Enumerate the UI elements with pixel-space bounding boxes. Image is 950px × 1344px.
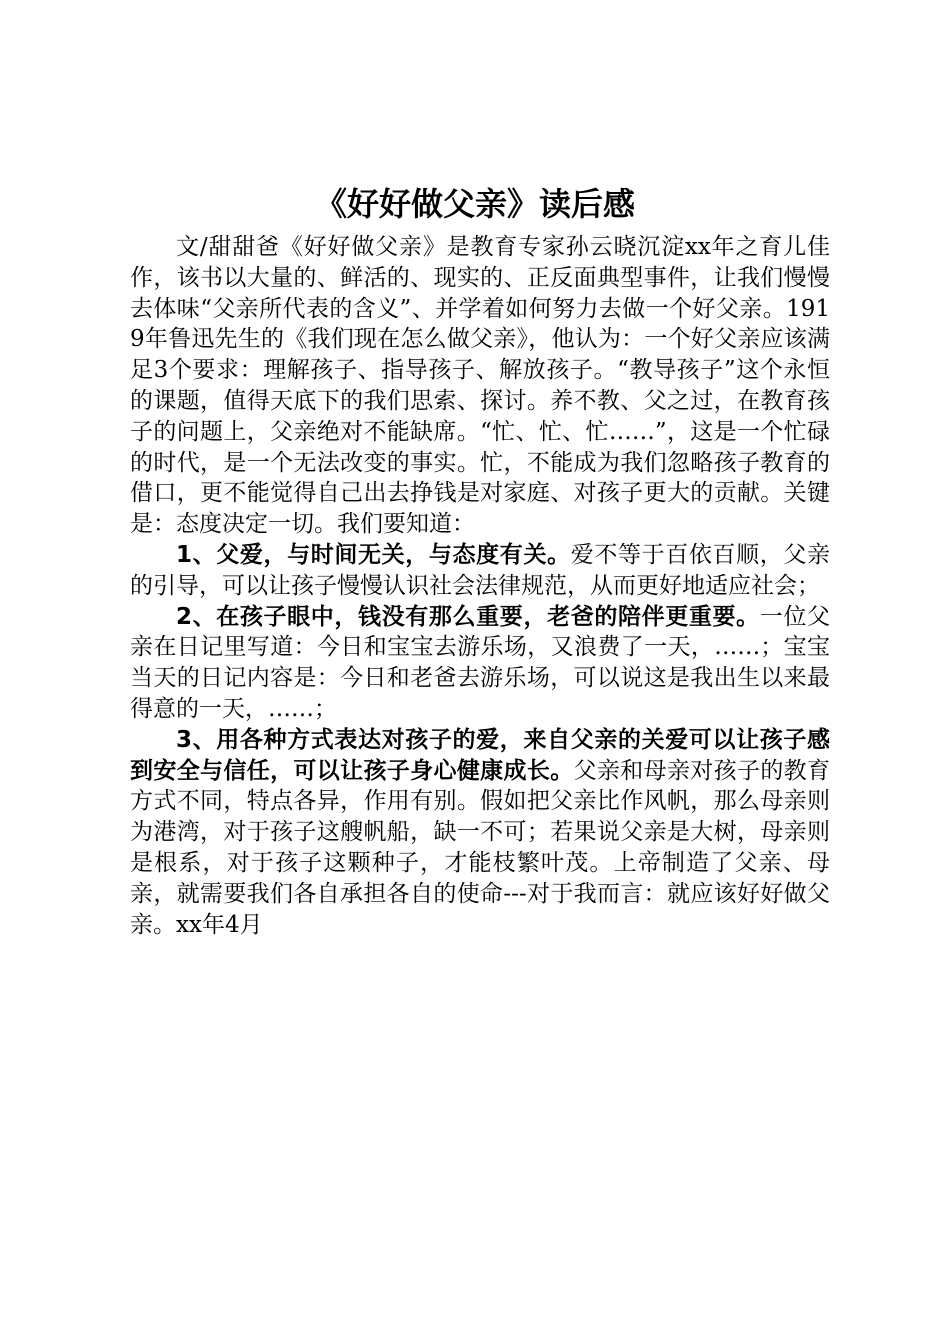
point-2-heading: 2、在孩子眼中，钱没有那么重要，老爸的陪伴更重要。 [176,603,760,630]
point-3-text: 父亲和母亲对孩子的教育方式不同，特点各异，作用有别。假如把父亲比作风帆，那么母亲则为港湾，对于孩子这艘帆船，缺一不可；若果说父亲是大树，母亲则是根系，对于孩子这颗种子，才能枝繁叶茂。上帝制造了父亲、母亲，就需要我们各自承担各自的使命---对于我而言：就应该好好做父亲。xx年4月 [130,757,831,938]
point-1-text: 爱不等于百依百顺，父亲的引导，可以让孩子慢慢认识社会法律规范，从而更好地适应社会； [130,541,830,599]
point-1-heading: 1、父爱，与时间无关，与态度有关。 [176,541,571,568]
point-2-text: 一位父亲在日记里写道：今日和宝宝去游乐场，又浪费了一天，……；宝宝当天的日记内容是：今日和老爸去游乐场，可以说这是我出生以来最得意的一天，……； [130,603,830,722]
paragraph-intro [130,232,830,540]
document-body [130,232,830,940]
paragraph-point-1 [130,540,830,602]
paragraph-point-3 [130,725,830,941]
paragraph-intro-text: 文/甜甜爸《好好做父亲》是教育专家孙云晓沉淀xx年之育儿佳作，该书以大量的、鲜活的、现实的、正反面典型事件，让我们慢慢去体味“父亲所代表的含义”、并学着如何努力去做一个好父亲。1919年鲁迅先生的《我们现在怎么做父亲》，他认为：一个好父亲应该满足3个要求：理解孩子、指导孩子、解放孩子。“教导孩子”这个永恒的课题，值得天底下的我们思索、探讨。养不教、父之过，在教育孩子的问题上，父亲绝对不能缺席。“忙、忙、忙……”，这是一个忙碌的时代，是一个无法改变的事实。忙，不能成为我们忽略孩子教育的借口，更不能觉得自己出去挣钱是对家庭、对孩子更大的贡献。关键是：态度决定一切。我们要知道： [130,234,830,538]
document-title: 《好好做父亲》读后感 [314,185,635,223]
paragraph-point-2 [130,602,830,725]
point-3-heading: 3、用各种方式表达对孩子的爱，来自父亲的关爱可以让孩子感到安全与信任，可以让孩子身心健康成长。 [130,726,830,784]
